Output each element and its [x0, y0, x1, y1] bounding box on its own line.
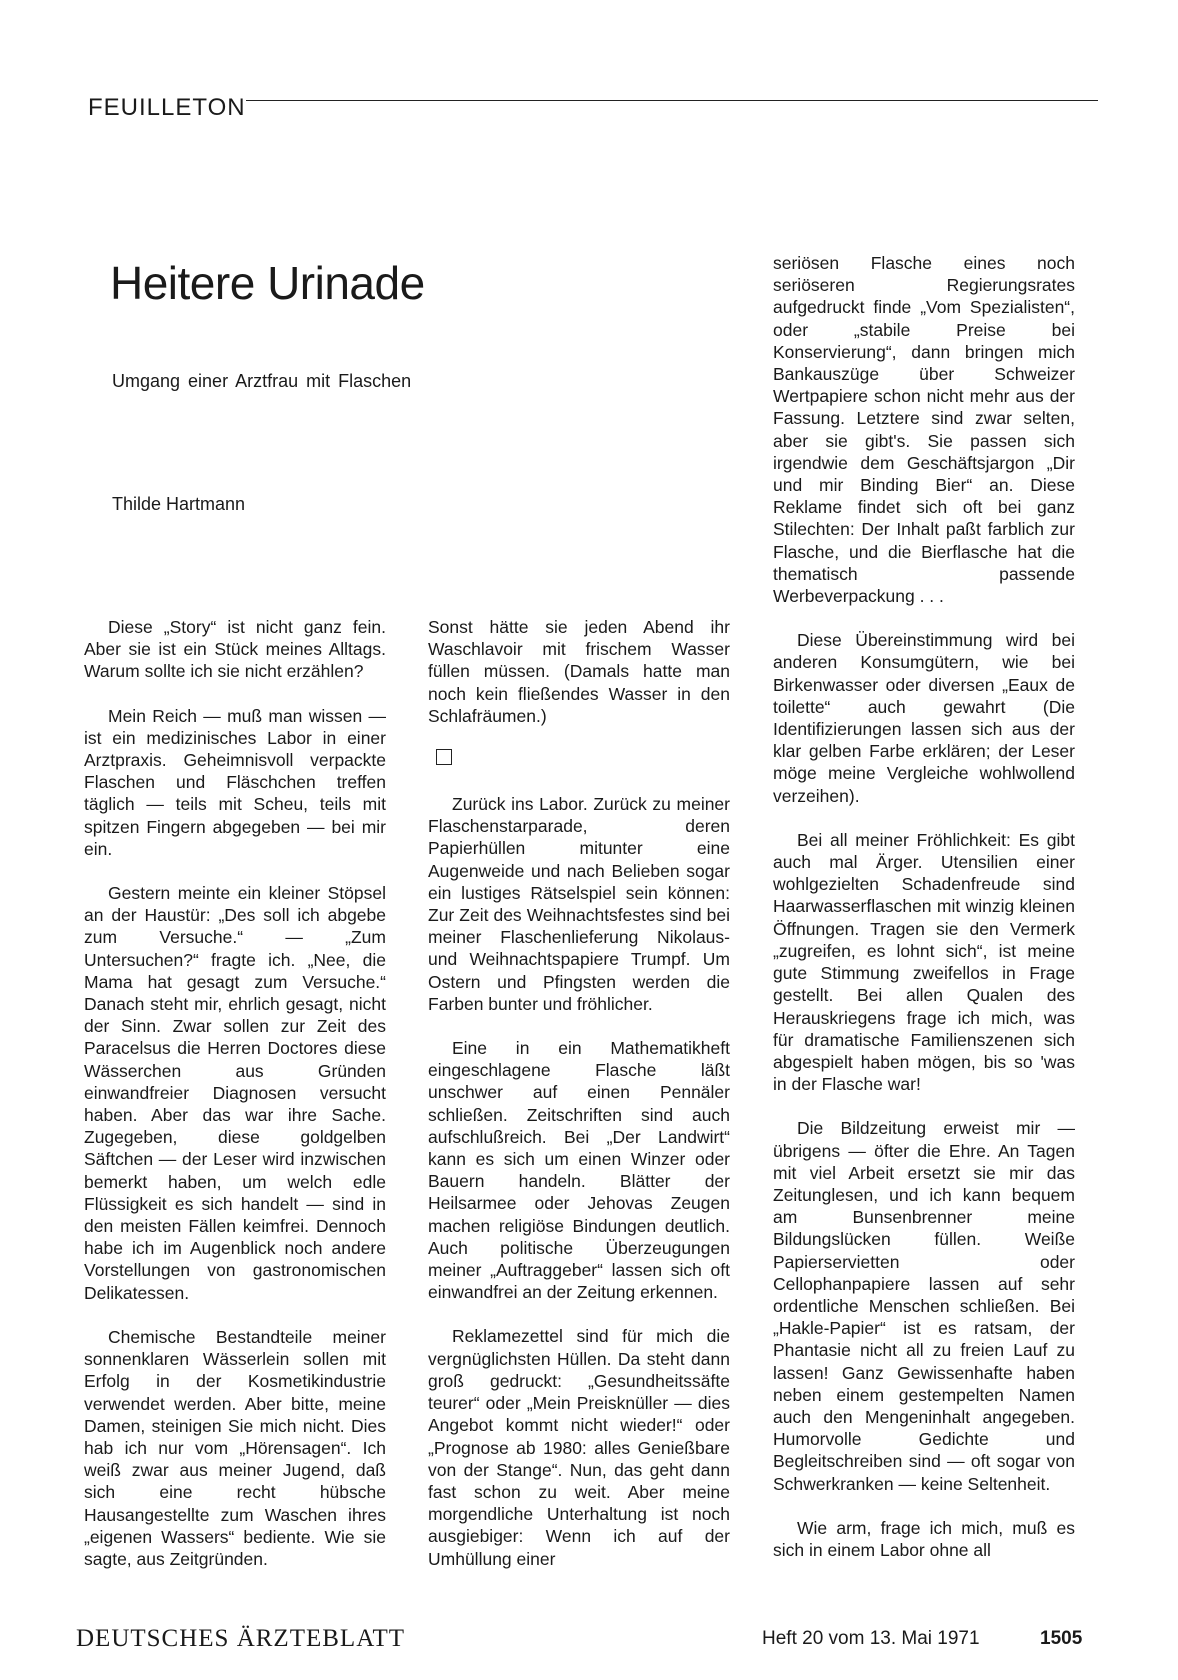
paragraph: Chemische Bestandteile meiner sonnenklaren Wässerlein sollen mit Erfolg in der Kosmetikindustrie verwendet werden. Aber bitte, meine Damen, steinigen Sie mich nicht. Dies hab ich nur vom „Hörensagen“. Ich weiß zwar aus meiner Jugend, daß sich eine recht hübsche Hausangestellte zum Waschen ihres „eigenen Wassers“ bediente. Wie sie sagte, aus Zeitgründen.	[84, 1326, 386, 1569]
section-label: FEUILLETON	[88, 94, 246, 121]
section-rule	[246, 100, 1098, 101]
paragraph: Diese Übereinstimmung wird bei anderen Konsumgütern, wie bei Birkenwasser oder diversen „Eaux de toilette“ auch gewahrt (Die Identifizierungen lassen sich aus der klar gelben Farbe erklären; der Leser möge meine Vergleiche wohlwollend verzeihen).	[773, 630, 1075, 806]
paragraph: Eine in ein Mathematikheft eingeschlagene Flasche läßt unschwer auf einen Pennäler schließen. Zeitschriften sind auch aufschlußreich. Bei „Der Landwirt“ kann es sich um einen Winzer oder Bauern handeln. Blätter der Heilsarmee oder Jehovas Zeugen machen religiöse Bindungen deutlich. Auch politische Überzeugungen meiner „Auftraggeber“ lassen sich oft einwandfrei an der Zeitung erkennen.	[428, 1038, 730, 1303]
journal-name: DEUTSCHES ÄRZTEBLATT	[76, 1625, 406, 1652]
paragraph: Die Bildzeitung erweist mir — übrigens — öfter die Ehre. An Tagen mit viel Arbeit ersetzt sie mir das Zeitunglesen, und ich kann bequem am Bunsenbrenner meine Bildungslücken füllen. Weiße Papierservietten oder Cellophanpapiere lassen auf sehr ordentliche Menschen schließen. Bei „Hakle-Papier“ ist es ratsam, der Phantasie nicht all zu freien Lauf zu lassen! Ganz Gewissenhafte haben neben einem gestempelten Namen auch den Mengeninhalt angegeben. Humorvolle Gedichte und Begleitschreiben sind — oft sogar von Schwerkranken — keine Seltenheit.	[773, 1118, 1075, 1494]
paragraph: Gestern meinte ein kleiner Stöpsel an der Haustür: „Des soll ich abgebe zum Versuche.“ — „Zum Untersuchen?“ fragte ich. „Nee, die Mama hat gesagt zum Versuche.“ Danach steht mir, ehrlich gesagt, nicht der Sinn. Zwar sollen zur Zeit des Paracelsus die Herren Doctores diese Wässerchen aus Gründen einwandfreier Diagnosen versucht haben. Aber das war ihre Sache. Zugegeben, diese goldgelben Säftchen — der Leser wird inzwischen bemerkt haben, um welch edle Flüssigkeit es sich handelt — sind in den meisten Fällen keimfrei. Dennoch habe ich im Augenblick noch andere Vorstellungen von gastronomischen Delikatessen.	[84, 883, 386, 1303]
issue-info: Heft 20 vom 13. Mai 1971	[762, 1628, 980, 1649]
article-author: Thilde Hartmann	[112, 494, 246, 514]
article-title: Heitere Urinade	[110, 257, 425, 309]
page-number: 1505	[1040, 1628, 1083, 1649]
paragraph: Wie arm, frage ich mich, muß es sich in einem Labor ohne all	[773, 1517, 1075, 1560]
text-column-2	[428, 616, 730, 1592]
paragraph: Zurück ins Labor. Zurück zu meiner Flaschenstarparade, deren Papierhüllen mitunter eine Augenweide und nach Belieben sogar ein lustiges Rätselspiel sein können: Zur Zeit des Weihnachtsfestes sind bei meiner Flaschenlieferung Nikolaus- und Weihnachtspapiere Trumpf. Um Ostern und Pfingsten werden die Farben bunter und fröhlicher.	[428, 794, 730, 1014]
paragraph: Reklamezettel sind für mich die vergnüglichsten Hüllen. Da steht dann groß gedruckt: „Gesundheitssäfte teurer“ oder „Mein Preisknüller — dies Angebot kommt nicht wieder!“ oder „Prognose ab 1980: alles Genießbare von der Stange“. Nun, das geht dann fast schon zu weit. Aber meine morgendliche Unterhaltung ist noch ausgiebiger: Wenn ich auf der Umhüllung einer	[428, 1326, 730, 1569]
paragraph: Sonst hätte sie jeden Abend ihr Waschlavoir mit frischem Wasser füllen müssen. (Damals hatte man noch kein fließendes Wasser in den Schlafräumen.)	[428, 617, 730, 726]
text-column-1	[84, 616, 386, 1592]
article-subtitle: Umgang einer Arztfrau mit Flaschen	[112, 371, 412, 391]
paragraph: seriösen Flasche eines noch seriöseren Regierungsrates aufgedruckt finde „Vom Spezialisten“, oder „stabile Preise bei Konservierung“, dann bringen mich Bankauszüge über Schweizer Wertpapiere schon nicht mehr aus der Fassung. Letztere sind zwar selten, aber sie gibt's. Sie passen sich irgendwie dem Geschäftsjargon „Dir und mir Binding Bier“ an. Diese Reklame findet sich oft bei ganz Stilechten: Der Inhalt paßt farblich zur Flasche, und die Bierflasche hat die thematisch passende Werbeverpackung . . .	[773, 253, 1075, 607]
paragraph: Bei all meiner Fröhlichkeit: Es gibt auch mal Ärger. Utensilien einer wohlgezielten Schadenfreude sind Haarwasserflaschen mit winzig kleinen Öffnungen. Tragen sie den Vermerk „zugreifen, es lohnt sich“, ist meine gute Stimmung zweifellos in Frage gestellt. Bei allen Qualen des Herauskriegens frage ich mich, was für dramatische Familienszenen sich abgespielt haben mögen, bis so 'was in der Flasche war!	[773, 829, 1075, 1095]
section-break-box-icon	[436, 749, 452, 765]
paragraph: Diese „Story“ ist nicht ganz fein. Aber sie ist ein Stück meines Alltags. Warum sollte ich sie nicht erzählen?	[84, 617, 386, 682]
text-column-3	[773, 252, 1075, 1583]
paragraph: Mein Reich — muß man wissen — ist ein medizinisches Labor in einer Arztpraxis. Geheimnisvoll verpackte Flaschen und Fläschchen treffen täglich — teils mit Scheu, teils mit spitzen Fingern abgegeben — bei mir ein.	[84, 705, 386, 859]
